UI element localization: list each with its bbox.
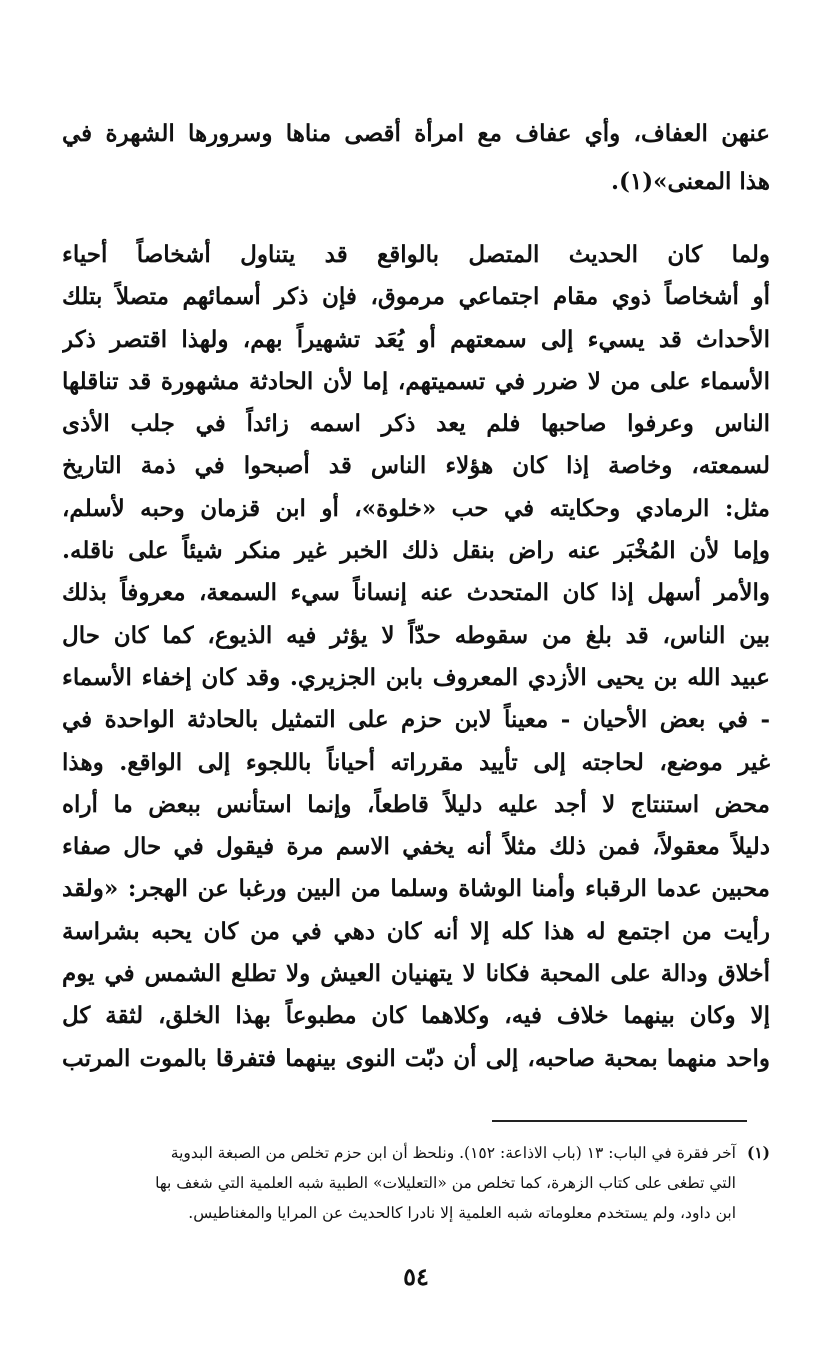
- text-line: عبيد الله بن يحيى الأزدي المعروف بابن الجزيري. وقد كان إخفاء الأسماء: [62, 663, 770, 691]
- page-number: ٥٤: [403, 1262, 429, 1291]
- paragraph-continuation: [62, 110, 770, 206]
- text-line: هذا المعنى»(١).: [610, 168, 770, 195]
- footnote-line: [62, 1168, 770, 1198]
- text-line: والأمر أسهل إذا كان المتحدث عنه إنساناً سيء السمعة، معروفاً بذلك: [62, 579, 770, 607]
- footnote-line: [62, 1198, 770, 1228]
- text-line: غير موضع، لحاجته إلى تأييد مقرراته أحياناً باللجوء إلى الواقع. وهذا: [62, 748, 770, 776]
- footnote-line: [62, 1138, 770, 1168]
- text-line: مثل: الرمادي وحكايته في حب «خلوة»، أو ابن قزمان وحبه لأسلم،: [62, 494, 770, 522]
- footnote-text: ابن داود، ولم يستخدم معلوماته شبه العلمية إلا نادرا كالحديث عن المرايا والمغناطيس.: [188, 1204, 736, 1222]
- footnote-divider: [492, 1120, 747, 1122]
- text-line: الأسماء على من لا ضرر في تسميتهم، إما لأن الحادثة مشهورة قد تناقلها: [62, 367, 770, 395]
- text-line: محض استنتاج لا أجد عليه دليلاً قاطعاً، وإنما استأنس ببعض ما أراه: [62, 790, 770, 818]
- text-line: دليلاً معقولاً، فمن ذلك مثلاً أنه يخفي الاسم مرة فيقول في حال صفاء: [62, 833, 770, 861]
- text-line: وإما لأن المُخْبَر عنه راض بنقل ذلك الخبر غير منكر شيئاً على ناقله.: [62, 537, 770, 565]
- footnote-marker: (١): [746, 1143, 770, 1162]
- text-line: أو أشخاصاً ذوي مقام اجتماعي مرموق، فإن ذكر أسمائهم متصلاً بتلك: [62, 283, 770, 311]
- main-paragraph: [62, 234, 770, 1080]
- footnote-text: التي تطغى على كتاب الزهرة، كما تخلص من «التعليلات» الطبية شبه العلمية التي شغف بها: [155, 1174, 736, 1192]
- text-line: محبين عدما الرقباء وأمنا الوشاة وسلما من البين ورغبا عن الهجر: «ولقد: [62, 875, 770, 903]
- text-line: أخلاق ودالة على المحبة فكانا لا يتهنيان العيش ولا تطلع الشمس في يوم: [62, 960, 770, 988]
- text-line: الناس وعرفوا صاحبها فلم يعد ذكر اسمه زائداً في جلب الأذى: [62, 410, 770, 438]
- text-line: واحد منهما بمحبة صاحبه، إلى أن دبّت النوى بينهما فتفرقا بالموت المرتب: [62, 1044, 770, 1072]
- footnote: [62, 1138, 770, 1228]
- text-line: ولما كان الحديث المتصل بالواقع قد يتناول أشخاصاً أحياء: [62, 241, 770, 268]
- text-line: إلا وكان بينهما خلاف فيه، وكلاهما كان مطبوعاً بهذا الخلق، لثقة كل: [62, 1002, 770, 1030]
- text-line: لسمعته، وخاصة إذا كان هؤلاء الناس قد أصبحوا في ذمة التاريخ: [62, 452, 770, 480]
- text-line: الأحداث قد يسيء إلى سمعتهم أو يُعَد تشهيراً بهم، ولهذا اقتصر ذكر: [62, 325, 770, 353]
- text-line: عنهن العفاف، وأي عفاف مع امرأة أقصى مناها وسرورها الشهرة في: [62, 120, 770, 147]
- text-line: بين الناس، قد بلغ من سقوطه حدّاً لا يؤثر فيه الذيوع، كما كان حال: [62, 621, 770, 649]
- text-line: رأيت من اجتمع له هذا كله إلا أنه كان دهي في من كان يحبه بشراسة: [62, 917, 770, 945]
- footnote-text: آخر فقرة في الباب: ١٣ (باب الاذاعة: ١٥٢). ونلحظ أن ابن حزم تخلص من الصبغة البدوية: [170, 1144, 736, 1162]
- text-line: - في بعض الأحيان - معيناً لابن حزم على التمثيل بالحادثة الواحدة في: [62, 706, 770, 734]
